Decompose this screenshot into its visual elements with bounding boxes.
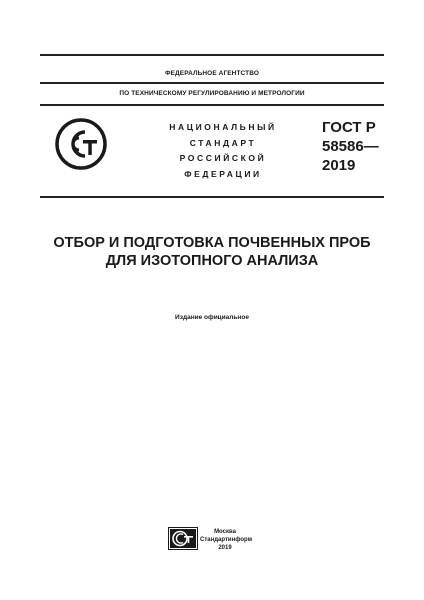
standard-designation [322, 118, 379, 175]
category-line-4: ФЕДЕРАЦИИ [184, 168, 262, 179]
category-line-2: СТАНДАРТ [189, 137, 257, 148]
category-line-1: НАЦИОНАЛЬНЫЙ [169, 122, 277, 132]
designation-year: 2019 [322, 157, 356, 174]
agency-name-line2: ПО ТЕХНИЧЕСКОМУ РЕГУЛИРОВАНИЮ И МЕТРОЛОГИИ [119, 90, 305, 97]
designation-number: 58586— [322, 138, 379, 155]
gost-certification-emblem-icon [55, 118, 107, 170]
standartinform-logo-icon [168, 527, 198, 550]
designation-prefix: ГОСТ Р [322, 119, 376, 136]
publisher-city: Москва [214, 529, 236, 535]
publisher-year: 2019 [218, 545, 232, 551]
publisher-info [200, 528, 253, 552]
category-line-3: РОССИЙСКОЙ [179, 153, 267, 163]
title-line-2: ДЛЯ ИЗОТОПНОГО АНАЛИЗА [105, 253, 319, 269]
title-line-1: ОТБОР И ПОДГОТОВКА ПОЧВЕННЫХ ПРОБ [53, 235, 371, 251]
national-standard-label [148, 120, 298, 182]
top-divider [40, 54, 384, 56]
agency-name-line1: ФЕДЕРАЛЬНОЕ АГЕНТСТВО [164, 70, 260, 77]
divider-after-agency [40, 82, 384, 84]
document-title [30, 234, 394, 270]
publisher-name: Стандартинформ [200, 537, 253, 543]
divider-below-standard [40, 196, 384, 198]
divider-above-standard [40, 104, 384, 106]
edition-label: Издание официальное [175, 314, 249, 321]
